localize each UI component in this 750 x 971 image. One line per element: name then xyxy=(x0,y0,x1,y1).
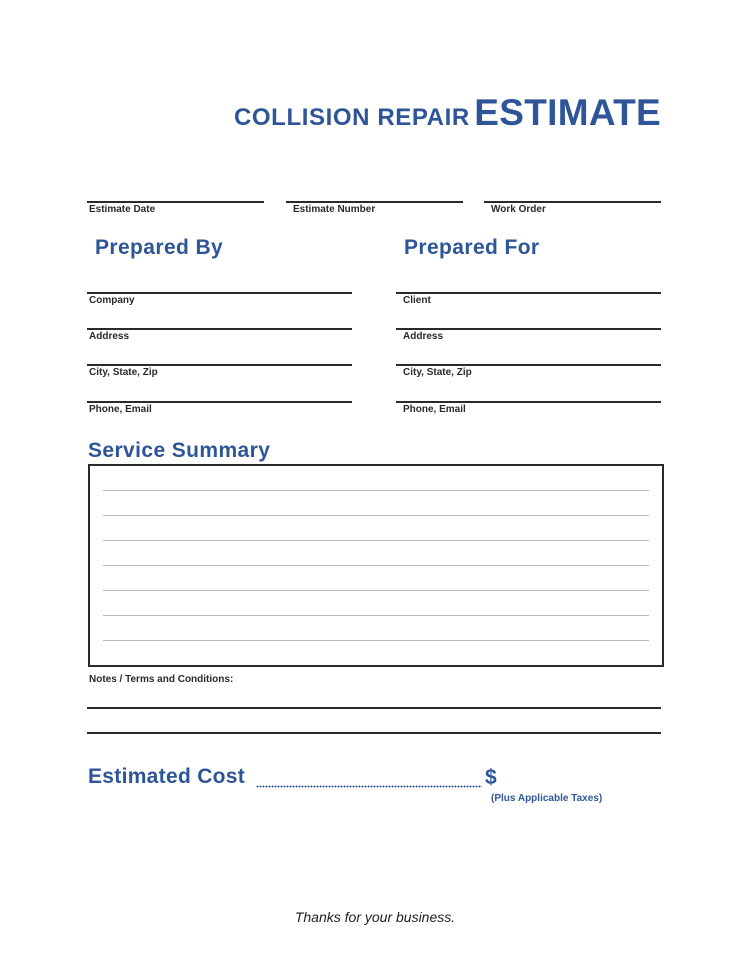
by-phone-field[interactable] xyxy=(87,401,352,403)
summary-line xyxy=(103,615,649,616)
summary-line xyxy=(103,565,649,566)
service-summary-heading: Service Summary xyxy=(88,439,271,462)
for-address-field[interactable] xyxy=(396,328,661,330)
estimate-date-label: Estimate Date xyxy=(89,204,156,215)
for-phone-label: Phone, Email xyxy=(403,404,466,415)
title-small: COLLISION REPAIR xyxy=(233,104,470,131)
document-title xyxy=(234,92,661,134)
notes-label: Notes / Terms and Conditions: xyxy=(89,674,234,685)
by-address-label: Address xyxy=(89,331,130,342)
by-city-field[interactable] xyxy=(87,364,352,366)
client-field[interactable] xyxy=(396,292,661,294)
by-city-label: City, State, Zip xyxy=(89,367,158,378)
for-city-label: City, State, Zip xyxy=(403,367,472,378)
prepared-for-heading: Prepared For xyxy=(404,236,540,259)
summary-line xyxy=(103,490,649,491)
estimate-date-field[interactable] xyxy=(87,201,264,203)
title-big: ESTIMATE xyxy=(474,92,661,133)
taxes-note: (Plus Applicable Taxes) xyxy=(491,793,603,804)
summary-line xyxy=(103,590,649,591)
cost-currency: $ xyxy=(485,766,497,789)
for-address-label: Address xyxy=(403,331,444,342)
thanks-message: Thanks for your business. xyxy=(294,909,456,925)
summary-line xyxy=(103,540,649,541)
cost-leader-dots xyxy=(256,785,482,788)
estimate-number-field[interactable] xyxy=(286,201,463,203)
summary-line xyxy=(103,640,649,641)
notes-line-2[interactable] xyxy=(87,732,661,734)
company-field[interactable] xyxy=(87,292,352,294)
prepared-by-heading: Prepared By xyxy=(95,236,224,259)
client-label: Client xyxy=(403,295,431,306)
company-label: Company xyxy=(89,295,135,306)
estimate-number-label: Estimate Number xyxy=(293,204,376,215)
work-order-label: Work Order xyxy=(491,204,546,215)
service-summary-box[interactable] xyxy=(88,464,664,667)
by-phone-label: Phone, Email xyxy=(89,404,152,415)
estimated-cost-label: Estimated Cost xyxy=(88,765,246,788)
notes-line-1[interactable] xyxy=(87,707,661,709)
summary-line xyxy=(103,515,649,516)
for-phone-field[interactable] xyxy=(396,401,661,403)
by-address-field[interactable] xyxy=(87,328,352,330)
work-order-field[interactable] xyxy=(484,201,661,203)
for-city-field[interactable] xyxy=(396,364,661,366)
